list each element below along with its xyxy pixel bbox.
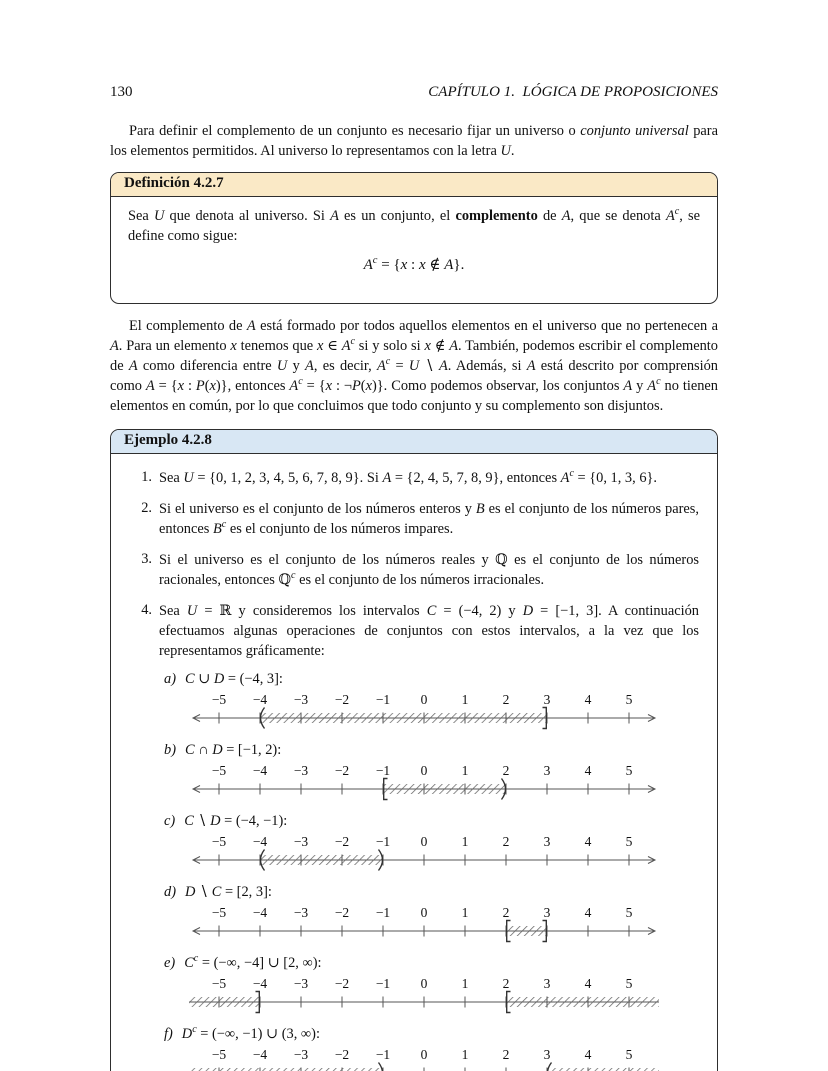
complement-paragraph <box>110 317 718 416</box>
text-run: x <box>209 377 216 394</box>
tick-label: −4 <box>252 763 268 779</box>
tick-label: 2 <box>502 763 510 779</box>
text-run: C <box>185 671 195 688</box>
tick-label: 3 <box>543 763 551 779</box>
text-run: : ¬ <box>332 377 352 394</box>
text-run: x <box>424 337 431 354</box>
tick-label: −4 <box>252 976 268 992</box>
tick-label: −4 <box>252 905 268 921</box>
item-number: 3. <box>141 551 152 567</box>
text-run: = (−∞, −4] ∪ [2, ∞): <box>198 955 322 972</box>
subitem-a <box>159 671 699 732</box>
subitem-c <box>159 813 699 874</box>
tick-label: −2 <box>334 834 350 850</box>
text-run: complemento <box>455 207 538 224</box>
text-run: y <box>287 357 306 374</box>
tick-label: 3 <box>543 905 551 921</box>
tick-label: 0 <box>420 692 428 708</box>
example-box-title: Ejemplo 4.2.8 <box>124 432 212 449</box>
text-run: c <box>298 375 303 387</box>
text-run: A <box>449 337 458 354</box>
tick-label: 0 <box>420 763 428 779</box>
tick-label: 5 <box>625 976 633 992</box>
number-line-f <box>189 1045 699 1071</box>
text-run: c <box>193 953 199 965</box>
text-run: x <box>418 256 426 273</box>
text-run: B <box>475 501 485 518</box>
tick-label: −5 <box>211 692 227 708</box>
tick-label: −1 <box>375 834 391 850</box>
number-line-c <box>189 832 699 874</box>
text-run: ( <box>360 377 366 394</box>
tick-label: −1 <box>375 763 391 779</box>
subitem-f <box>159 1026 699 1071</box>
text-run: c <box>569 468 574 480</box>
subitem-expression <box>185 884 272 901</box>
tick-label: 0 <box>420 976 428 992</box>
text-run: Sea <box>159 470 184 487</box>
text-run: de <box>537 207 562 224</box>
text-run: y <box>632 377 648 394</box>
text-run: x <box>365 377 372 394</box>
text-run: A <box>110 337 119 354</box>
tick-label: 5 <box>625 763 633 779</box>
text-run: = (−4, −1): <box>220 813 288 830</box>
text-run: U <box>186 602 198 619</box>
text-run: c <box>385 355 391 367</box>
tick-label: 2 <box>502 834 510 850</box>
tick-label: −4 <box>252 692 268 708</box>
text-run: = (−∞, −1) ∪ (3, ∞): <box>196 1026 320 1043</box>
subitem-expression <box>184 955 321 972</box>
interval-hatch <box>506 926 547 936</box>
text-run: ( <box>204 377 210 394</box>
example-box <box>110 429 718 1071</box>
text-run: = { <box>154 377 178 394</box>
number-line-svg <box>189 903 659 945</box>
item-number: 4. <box>141 601 152 618</box>
tick-label: −1 <box>375 905 391 921</box>
tick-label: −3 <box>293 763 309 779</box>
subitem-label: c) <box>164 813 176 830</box>
definition-box-body <box>111 197 717 303</box>
interval-hatch <box>260 855 383 865</box>
tick-label: 2 <box>502 905 510 921</box>
text-run: ∪ <box>194 671 214 688</box>
text-run: , es decir, <box>313 357 377 374</box>
text-run: B <box>212 521 222 538</box>
text-run: }. <box>453 256 465 273</box>
subitem-expression <box>182 1026 320 1043</box>
text-run: U <box>408 357 420 374</box>
tick-label: 3 <box>543 976 551 992</box>
number-line-svg <box>189 832 659 874</box>
tick-label: −5 <box>211 834 227 850</box>
text-run: = (−4, 2) y <box>436 602 523 619</box>
subitem-head <box>164 1026 699 1043</box>
text-run: = { <box>377 256 401 273</box>
tick-label: −1 <box>375 692 391 708</box>
text-run: C <box>184 813 194 830</box>
text-run: es el conjunto de los números irracionales. <box>295 571 545 588</box>
text-run: no tienen elementos en común, por lo que concluimos que todo conjunto y su complemento son disjuntos. <box>110 377 718 414</box>
number-line-d <box>189 903 699 945</box>
text-run: A <box>382 470 392 487</box>
example-item-4 <box>137 602 699 1071</box>
text-run: D <box>213 671 225 688</box>
text-run: : <box>407 256 419 273</box>
text-run: A <box>341 337 351 354</box>
text-run: c <box>291 570 296 582</box>
tick-label: −3 <box>293 1047 309 1063</box>
text-run: )}. Como podemos observar, los conjuntos <box>371 377 624 394</box>
text-run: x <box>177 377 185 394</box>
tick-label: −2 <box>334 905 350 921</box>
number-line-svg <box>189 974 659 1016</box>
text-run: ∖ <box>195 884 212 901</box>
text-run: si y solo si <box>354 337 425 354</box>
text-run: como diferencia entre <box>137 357 277 374</box>
tick-label: 5 <box>625 1047 633 1063</box>
tick-label: 0 <box>420 834 428 850</box>
text-run: tenemos que <box>236 337 317 354</box>
text-run: conjunto universal <box>580 123 689 139</box>
text-run: El complemento de <box>129 318 247 334</box>
text-run: C <box>184 955 194 972</box>
text-run: A <box>145 377 155 394</box>
interval-hatch <box>383 784 506 794</box>
number-line-e <box>189 974 699 1016</box>
subitem-head <box>164 742 699 759</box>
text-run: x <box>317 337 324 354</box>
item-text <box>159 469 699 489</box>
tick-label: 1 <box>461 905 469 921</box>
tick-label: −3 <box>293 976 309 992</box>
text-run: A <box>647 377 657 394</box>
tick-label: −5 <box>211 905 227 921</box>
number-line-a <box>189 690 699 732</box>
text-run: , se define como sigue: <box>128 207 700 244</box>
text-run: = { <box>302 377 326 394</box>
item-text <box>159 602 699 662</box>
tick-label: −5 <box>211 976 227 992</box>
tick-label: −3 <box>293 905 309 921</box>
text-run: A <box>561 207 571 224</box>
number-line-svg <box>189 761 659 803</box>
text-run: C <box>426 602 437 619</box>
item-number: 1. <box>141 469 152 486</box>
text-run: c <box>372 254 378 266</box>
tick-label: 1 <box>461 692 469 708</box>
text-run: ∉ <box>425 256 445 273</box>
subitem-head <box>164 955 699 972</box>
example-box-header <box>111 430 717 454</box>
chapter-title: CAPÍTULO 1. LÓGICA DE PROPOSICIONES <box>428 84 718 100</box>
tick-label: 2 <box>502 1047 510 1063</box>
text-run: D <box>212 742 223 759</box>
example-item-2 <box>137 500 699 540</box>
subitem-head <box>164 884 699 901</box>
text-run: P <box>352 377 361 394</box>
text-run: A <box>439 357 448 374</box>
text-run: . También, podemos escribir el complemento de <box>110 337 719 374</box>
text-run: ∉ <box>430 337 450 354</box>
tick-label: 4 <box>584 976 592 992</box>
interval-hatch <box>189 997 260 1007</box>
example-item-3 <box>137 551 699 591</box>
text-run: , que se denota <box>570 207 666 224</box>
number-line-svg <box>189 1045 659 1071</box>
subitem-head <box>164 671 699 688</box>
tick-label: 1 <box>461 834 469 850</box>
text-run: A <box>526 357 536 374</box>
tick-label: 2 <box>502 976 510 992</box>
text-run: = {0, 1, 2, 3, 4, 5, 6, 7, 8, 9}. Si <box>193 470 383 487</box>
text-run: A <box>246 318 256 334</box>
subitem-e <box>159 955 699 1016</box>
number-line-b <box>189 761 699 803</box>
intro-paragraph <box>110 122 718 162</box>
text-run: = {2, 4, 5, 7, 8, 9}, entonces <box>391 470 561 487</box>
tick-label: 0 <box>420 1047 428 1063</box>
text-run: D <box>185 884 196 901</box>
text-run: Sea <box>128 207 154 224</box>
definition-text <box>128 207 700 247</box>
text-run: A <box>363 256 373 273</box>
tick-label: 4 <box>584 763 592 779</box>
text-run: A <box>289 377 299 394</box>
interval-hatch <box>506 997 659 1007</box>
definition-box-header <box>111 173 717 197</box>
text-run: x <box>325 377 332 394</box>
text-run: = [−1, 3]. A continuación efectuamos algunas operaciones de conjuntos con estos intervalos, a la vez que los representamos gráficamente: <box>159 602 699 659</box>
text-run: x <box>230 337 237 354</box>
text-run: P <box>195 377 205 394</box>
example-box-body <box>111 454 717 1071</box>
text-run: que denota al universo. Si <box>164 207 331 224</box>
text-run: D <box>181 1026 193 1043</box>
text-run: es el conjunto de los números impares. <box>226 521 454 538</box>
text-run: : <box>184 377 196 394</box>
tick-label: −3 <box>293 692 309 708</box>
text-run: A <box>444 256 454 273</box>
tick-label: 5 <box>625 834 633 850</box>
tick-label: 2 <box>502 692 510 708</box>
tick-label: −2 <box>334 976 350 992</box>
text-run: c <box>674 205 680 217</box>
subitem-expression <box>184 813 287 830</box>
text-run: ∩ <box>194 742 213 759</box>
item-text <box>159 551 699 591</box>
definition-box-title: Definición 4.2.7 <box>124 174 224 191</box>
text-run: U <box>500 142 511 159</box>
text-run: = [2, 3]: <box>221 884 272 901</box>
definition-equation <box>128 256 700 276</box>
text-run: A <box>623 377 633 394</box>
tick-label: −4 <box>252 1047 268 1063</box>
tick-label: 4 <box>584 905 592 921</box>
text-run: = ℝ y consideremos los intervalos <box>197 602 427 619</box>
subitem-label: a) <box>164 671 176 688</box>
text-run: U <box>183 470 194 487</box>
item-content <box>159 602 699 1071</box>
subitem-label: d) <box>164 884 176 901</box>
tick-label: −1 <box>375 1047 391 1063</box>
text-run: A <box>560 470 570 487</box>
tick-label: 3 <box>543 1047 551 1063</box>
tick-label: 4 <box>584 1047 592 1063</box>
text-run: Si el universo es el conjunto de los números reales y ℚ es el conjunto de los números racionales, entonces ℚ <box>159 552 699 588</box>
definition-box <box>110 172 718 304</box>
text-run: D <box>522 602 534 619</box>
text-run: . <box>510 142 515 159</box>
item-text <box>159 500 699 540</box>
tick-label: 5 <box>625 692 633 708</box>
page-number: 130 <box>110 84 133 100</box>
text-run: Sea <box>159 602 187 619</box>
text-run: . Para un elemento <box>118 337 231 354</box>
text-run: c <box>221 519 227 531</box>
subitem-label: b) <box>164 742 176 759</box>
text-run: c <box>656 375 661 387</box>
text-run: U <box>153 207 165 224</box>
tick-label: 0 <box>420 905 428 921</box>
subitem-label: e) <box>164 955 176 972</box>
item-number: 2. <box>141 500 152 517</box>
text-run: = <box>390 357 409 374</box>
subitem-d <box>159 884 699 945</box>
text-run: A <box>665 207 675 224</box>
tick-label: −1 <box>375 976 391 992</box>
text-run: A <box>305 357 314 374</box>
subitem-expression <box>185 742 281 759</box>
subitem-head <box>164 813 699 830</box>
tick-label: 4 <box>584 834 592 850</box>
tick-label: 1 <box>461 763 469 779</box>
text-run: U <box>276 357 288 374</box>
text-run: C <box>211 884 222 901</box>
example-item-1 <box>137 469 699 489</box>
tick-label: −2 <box>334 1047 350 1063</box>
text-run: )}, entonces <box>215 377 290 394</box>
text-run: está descrito por comprensión como <box>110 357 719 394</box>
text-run: está formado por todos aquellos elementos en el universo que no pertenecen a <box>255 318 718 334</box>
text-run: D <box>210 813 221 830</box>
tick-label: −5 <box>211 1047 227 1063</box>
interval-hatch <box>260 713 547 723</box>
text-run: = [−1, 2): <box>222 742 282 759</box>
page-header <box>110 84 718 101</box>
text-run: Para definir el complemento de un conjunto es necesario fijar un universo o <box>129 123 581 139</box>
text-run: Si el universo es el conjunto de los números enteros y <box>159 501 476 518</box>
subitem-b <box>159 742 699 803</box>
subitem-label: f) <box>164 1026 173 1043</box>
text-run: ∈ <box>323 337 342 354</box>
tick-label: −5 <box>211 763 227 779</box>
tick-label: 3 <box>543 692 551 708</box>
text-run: A <box>376 357 386 374</box>
tick-label: 1 <box>461 1047 469 1063</box>
tick-label: 5 <box>625 905 633 921</box>
tick-label: 1 <box>461 976 469 992</box>
text-run: c <box>192 1024 197 1036</box>
text-run: = (−4, 3]: <box>224 671 283 688</box>
text-run: c <box>350 336 355 348</box>
tick-label: −2 <box>334 763 350 779</box>
tick-label: 3 <box>543 834 551 850</box>
subitem-expression <box>185 671 283 688</box>
text-run: para los elementos permitidos. Al universo lo representamos con la letra <box>110 123 718 159</box>
text-run: es un conjunto, el <box>338 207 456 224</box>
text-run: ∖ <box>419 357 439 374</box>
tick-label: −3 <box>293 834 309 850</box>
text-run: . Además, si <box>447 357 527 374</box>
number-line-svg <box>189 690 659 732</box>
text-run: = {0, 1, 3, 6}. <box>573 470 658 487</box>
tick-label: −4 <box>252 834 268 850</box>
text-run: C <box>185 742 195 759</box>
tick-label: 4 <box>584 692 592 708</box>
text-run: A <box>330 207 339 224</box>
tick-label: −2 <box>334 692 350 708</box>
text-run: ∖ <box>193 813 211 830</box>
text-run: A <box>128 357 138 374</box>
text-run: es el conjunto de los números pares, entonces <box>159 501 699 538</box>
text-run: x <box>400 256 408 273</box>
